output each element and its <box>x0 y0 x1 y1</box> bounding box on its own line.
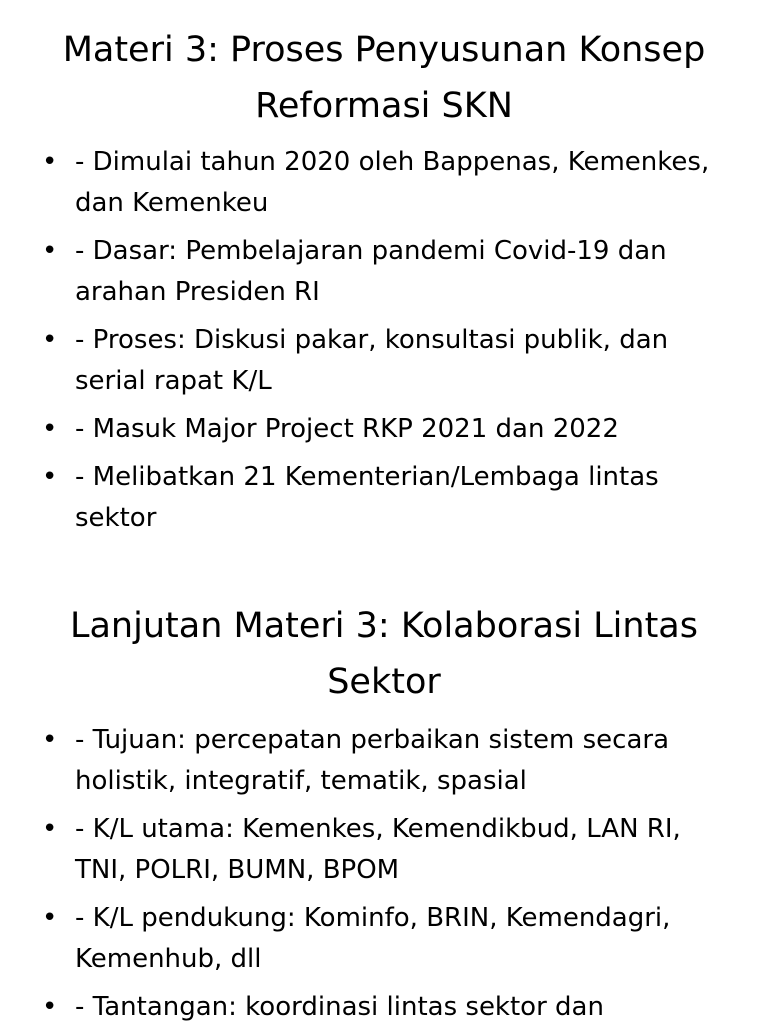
bullet-text: - Masuk Major Project RKP 2021 dan 2022 <box>75 414 619 444</box>
slide-1 <box>0 22 768 546</box>
slide-2 <box>0 598 768 1035</box>
bullet-item <box>0 142 768 224</box>
bullet-item <box>0 898 768 980</box>
bullet-text: - Tantangan: koordinasi lintas sektor dan <box>75 992 604 1022</box>
slide-1-bullet-list <box>0 142 768 539</box>
bullet-item <box>0 457 768 539</box>
bullet-dot: • <box>42 725 58 755</box>
bullet-dot: • <box>42 325 58 355</box>
bullet-text: - K/L utama: Kemenkes, Kemendikbud, LAN RI, TNI, POLRI, BUMN, BPOM <box>75 814 681 885</box>
bullet-item <box>0 409 768 450</box>
bullet-item <box>0 809 768 891</box>
bullet-text: - K/L pendukung: Kominfo, BRIN, Kemendagri, Kemenhub, dll <box>75 903 671 974</box>
bullet-item <box>0 720 768 802</box>
bullet-item <box>0 231 768 313</box>
bullet-text: - Proses: Diskusi pakar, konsultasi publik, dan serial rapat K/L <box>75 325 669 396</box>
bullet-dot: • <box>42 992 58 1022</box>
bullet-text: - Melibatkan 21 Kementerian/Lembaga lintas sektor <box>75 462 659 533</box>
bullet-dot: • <box>42 903 58 933</box>
bullet-dot: • <box>42 414 58 444</box>
slide-2-title: Lanjutan Materi 3: Kolaborasi Lintas Sektor <box>69 606 698 702</box>
bullet-text: - Tujuan: percepatan perbaikan sistem secara holistik, integratif, tematik, spasial <box>75 725 670 796</box>
bullet-item <box>0 987 768 1028</box>
bullet-text: - Dasar: Pembelajaran pandemi Covid-19 dan arahan Presiden RI <box>75 236 667 307</box>
bullet-text: - Dimulai tahun 2020 oleh Bappenas, Kemenkes, dan Kemenkeu <box>75 147 710 218</box>
bullet-dot: • <box>42 814 58 844</box>
slide-1-title: Materi 3: Proses Penyusunan Konsep Reformasi SKN <box>62 30 706 126</box>
bullet-item <box>0 320 768 402</box>
bullet-dot: • <box>42 236 58 266</box>
bullet-dot: • <box>42 147 58 177</box>
slide-2-bullet-list <box>0 720 768 1028</box>
bullet-dot: • <box>42 462 58 492</box>
